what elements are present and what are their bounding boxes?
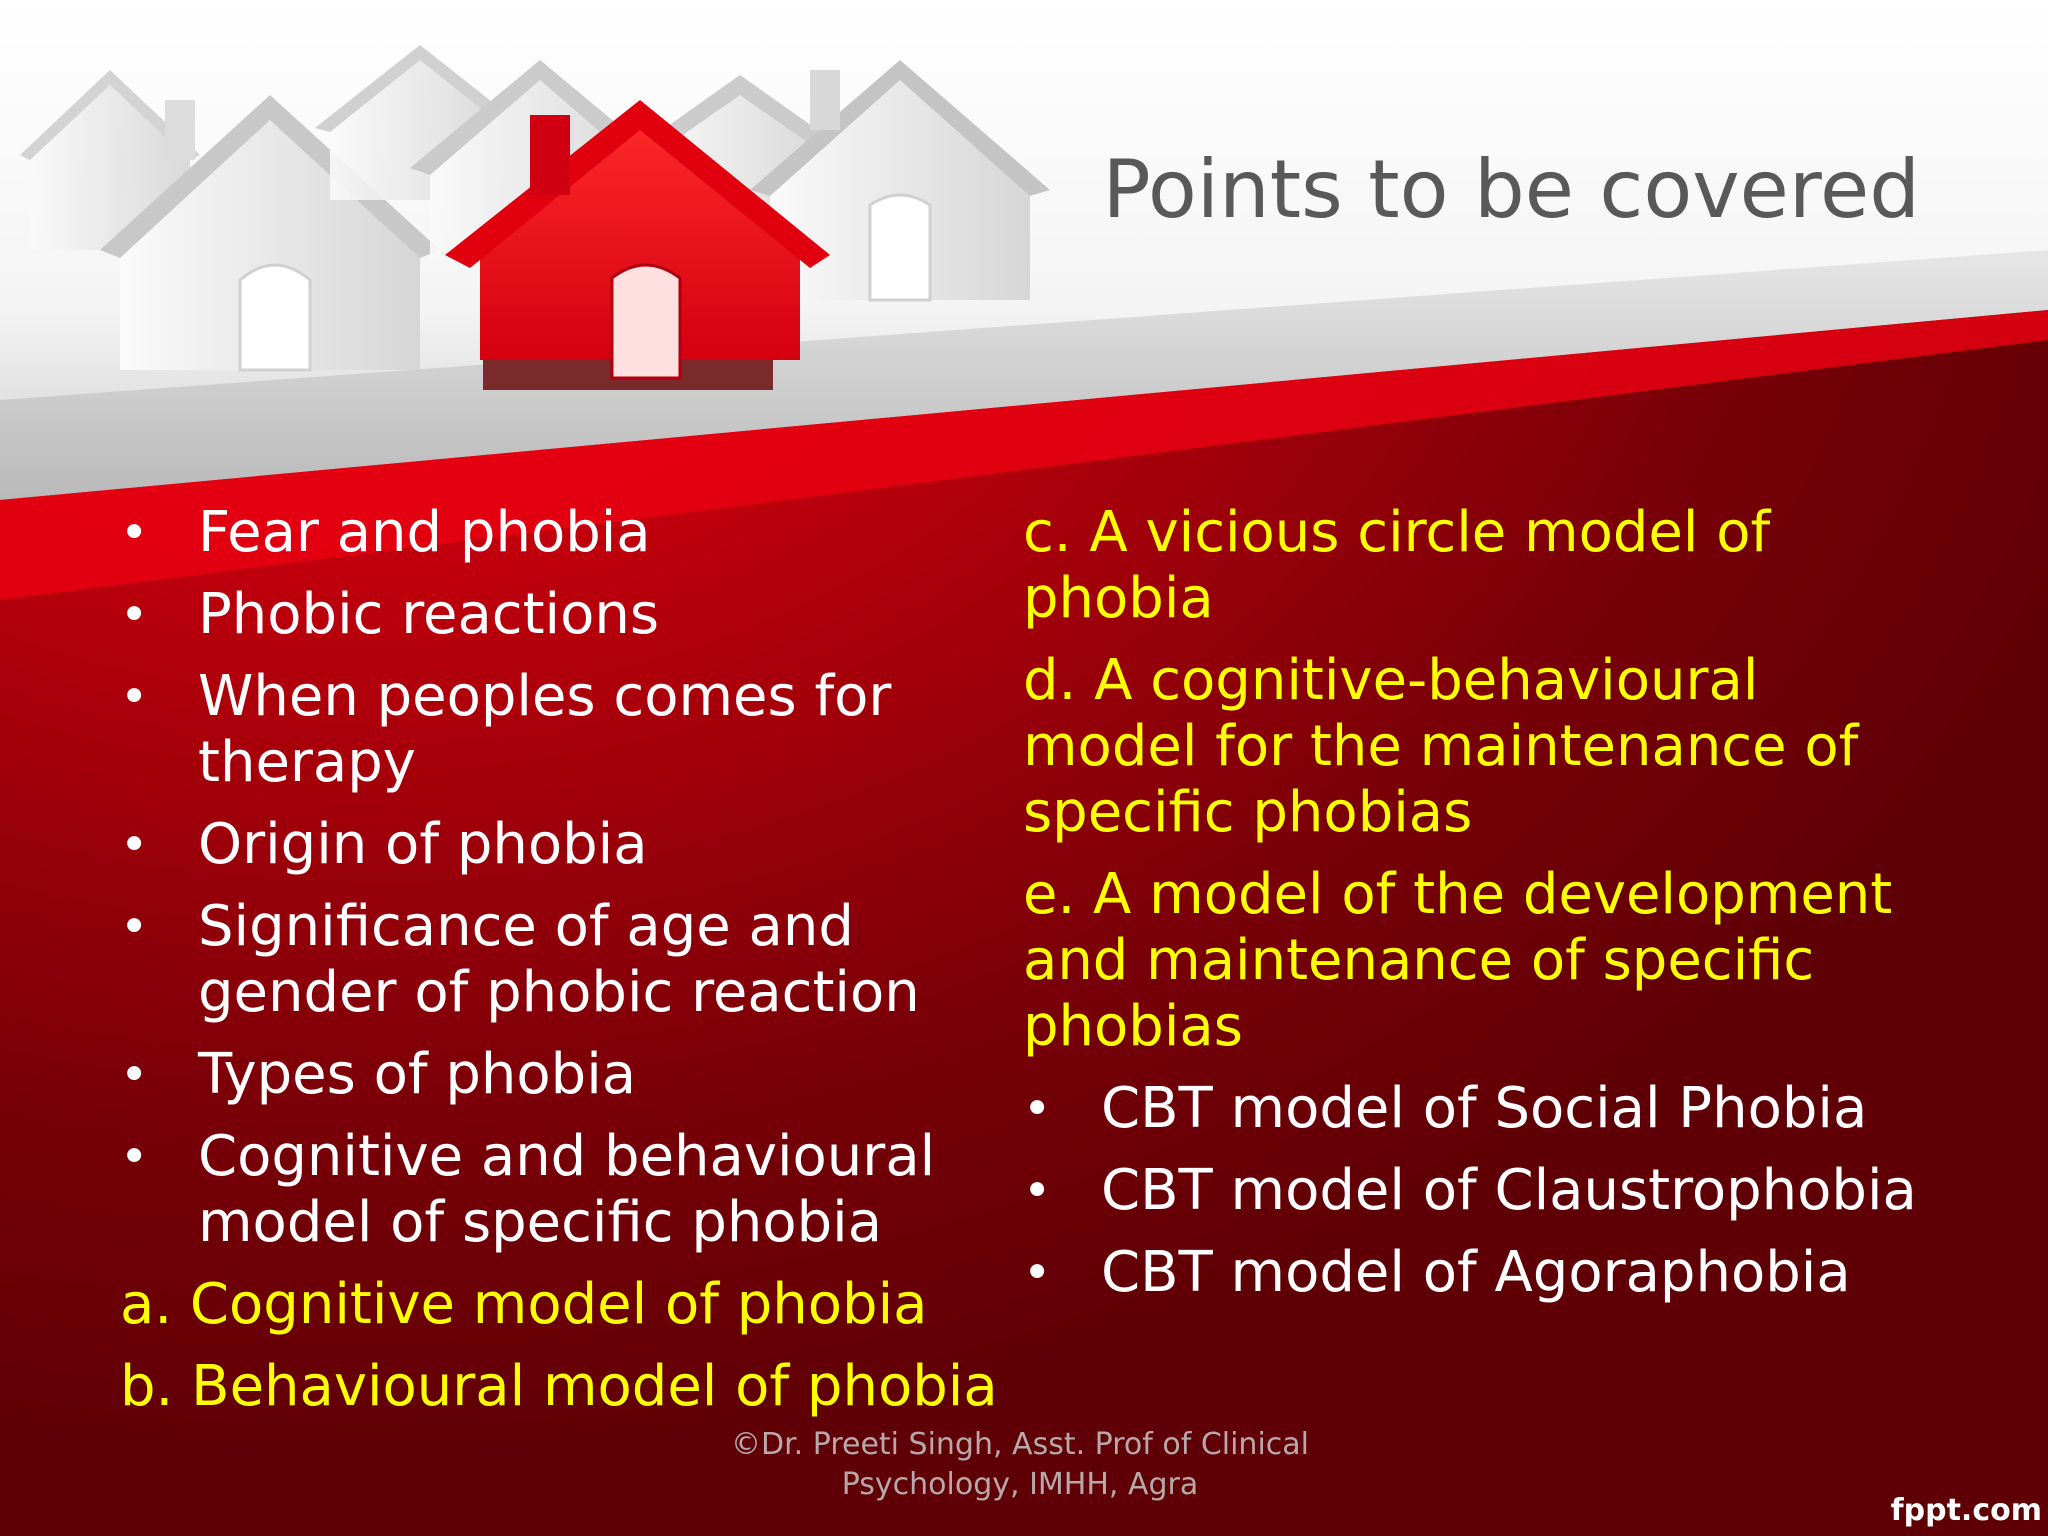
list-item: • Significance of age and gender of phobic reaction	[120, 894, 920, 1025]
list-item: • Cognitive and behavioural model of specific phobia	[120, 1124, 936, 1255]
bullet-icon: •	[120, 505, 149, 561]
sub-item: a. Cognitive model of phobia	[120, 1272, 928, 1337]
bullet-icon: •	[120, 587, 149, 643]
bullet-icon: •	[120, 817, 149, 873]
bullet-icon: •	[120, 1129, 149, 1185]
list-item: • CBT model of Social Phobia	[1023, 1076, 1868, 1141]
bullet-icon: •	[120, 669, 149, 725]
list-item: • Origin of phobia	[120, 812, 648, 877]
sub-item: d. A cognitive-behavioural model for the maintenance of specific phobias	[1023, 648, 1859, 845]
bullet-icon: •	[1023, 1081, 1052, 1137]
footer-credit	[680, 1425, 1360, 1505]
bullet-icon: •	[1023, 1245, 1052, 1301]
right-column	[1023, 500, 2023, 1322]
bullet-icon: •	[120, 899, 149, 955]
slide-title: Points to be covered	[1102, 143, 1920, 236]
bullet-icon: •	[1023, 1163, 1052, 1219]
brand-watermark: fppt.com	[1890, 1493, 2042, 1528]
list-item: • Types of phobia	[120, 1042, 637, 1107]
left-column	[120, 500, 1020, 1436]
sub-item: c. A vicious circle model of phobia	[1023, 500, 1771, 631]
bullet-icon: •	[120, 1047, 149, 1103]
footer-line: ©Dr. Preeti Singh, Asst. Prof of Clinical	[731, 1427, 1309, 1462]
list-item: • Phobic reactions	[120, 582, 660, 647]
list-item: • Fear and phobia	[120, 500, 651, 565]
list-item: • CBT model of Agoraphobia	[1023, 1240, 1851, 1305]
list-item: • CBT model of Claustrophobia	[1023, 1158, 1917, 1223]
sub-item: e. A model of the development and maintenance of specific phobias	[1023, 862, 1893, 1059]
sub-item: b. Behavioural model of phobia	[120, 1354, 998, 1419]
footer-line: Psychology, IMHH, Agra	[841, 1467, 1199, 1502]
list-item: • When peoples comes for therapy	[120, 664, 892, 795]
